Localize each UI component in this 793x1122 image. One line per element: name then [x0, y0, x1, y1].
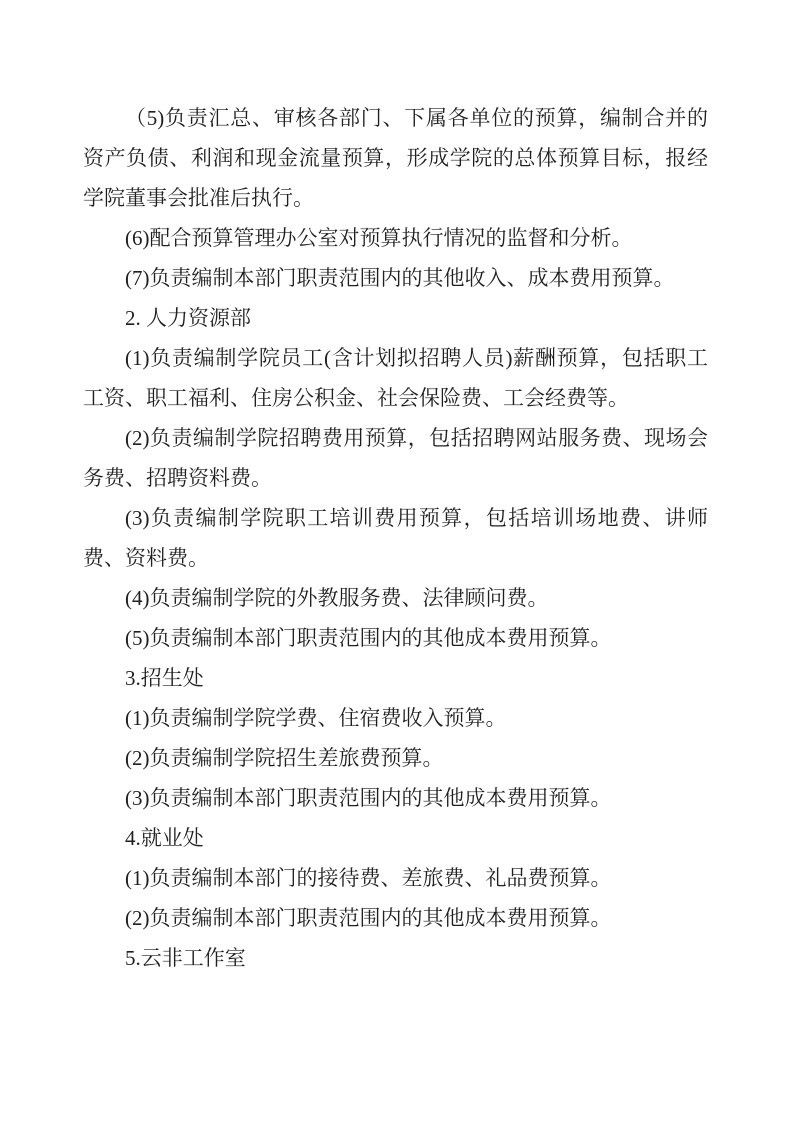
paragraph-admissions-duty-1: (1)负责编制学院学费、住宿费收入预算。: [125, 706, 507, 730]
paragraph-hr-duty-3: (3)负责编制学院职工培训费用预算，包括培训场地费、讲师费、资料费。: [83, 506, 708, 570]
paragraph-hr-duty-4: (4)负责编制学院的外教服务费、法律顾问费。: [125, 586, 549, 610]
paragraph-employment-duty-2: (2)负责编制本部门职责范围内的其他成本费用预算。: [125, 906, 612, 930]
paragraph-hr-duty-5: (5)负责编制本部门职责范围内的其他成本费用预算。: [125, 626, 612, 650]
heading-admissions-office: 3.招生处: [125, 666, 204, 690]
heading-yunfei-studio: 5.云非工作室: [125, 946, 246, 970]
paragraph-finance-duty-6: (6)配合预算管理办公室对预算执行情况的监督和分析。: [125, 226, 633, 250]
paragraph-admissions-duty-2: (2)负责编制学院招生差旅费预算。: [125, 746, 444, 770]
heading-hr-department: 2. 人力资源部: [125, 306, 251, 330]
paragraph-finance-duty-7: (7)负责编制本部门职责范围内的其他收入、成本费用预算。: [125, 266, 675, 290]
paragraph-finance-duty-5: （5)负责汇总、审核各部门、下属各单位的预算，编制合并的资产负债、利润和现金流量预算，形成学院的总体预算目标，报经学院董事会批准后执行。: [83, 106, 708, 210]
heading-employment-office: 4.就业处: [125, 826, 204, 850]
paragraph-employment-duty-1: (1)负责编制本部门的接待费、差旅费、礼品费预算。: [125, 866, 612, 890]
paragraph-admissions-duty-3: (3)负责编制本部门职责范围内的其他成本费用预算。: [125, 786, 612, 810]
paragraph-hr-duty-1: (1)负责编制学院员工(含计划拟招聘人员)薪酬预算，包括职工工资、职工福利、住房公积金、社会保险费、工会经费等。: [83, 346, 708, 410]
document-text-block: [83, 98, 708, 978]
paragraph-hr-duty-2: (2)负责编制学院招聘费用预算，包括招聘网站服务费、现场会务费、招聘资料费。: [83, 426, 708, 490]
